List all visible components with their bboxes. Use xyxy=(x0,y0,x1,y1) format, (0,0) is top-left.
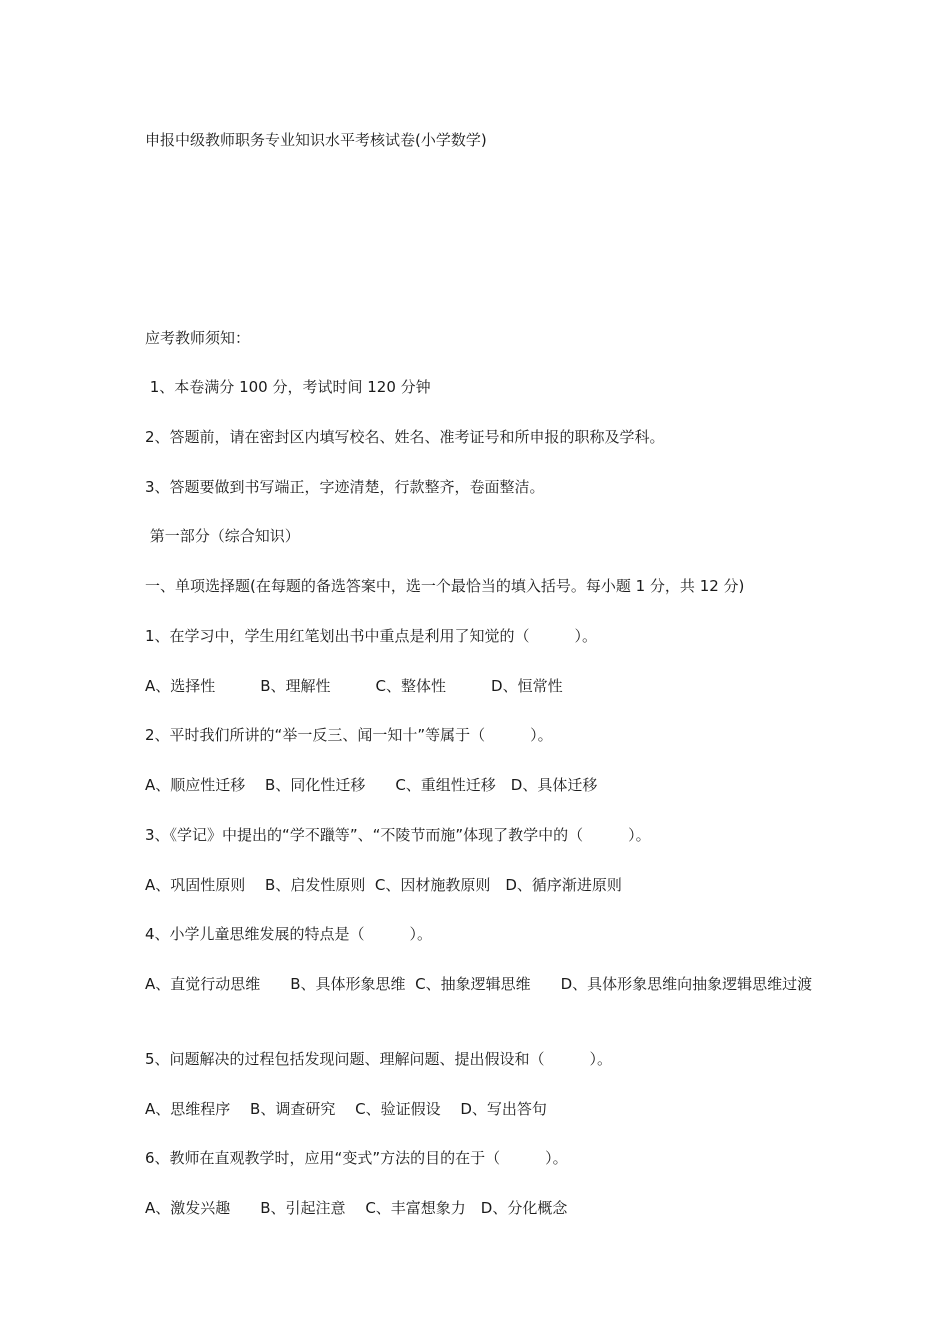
question-stem: 1、在学习中，学生用红笔划出书中重点是利用了知觉的（ ）。 xyxy=(145,627,598,645)
question-stem: 2、平时我们所讲的“举一反三、闻一知十”等属于（ ）。 xyxy=(145,726,553,744)
question-options: A、巩固性原则 B、启发性原则 C、因材施教原则 D、循序渐进原则 xyxy=(145,876,622,894)
notice-item: 2、答题前，请在密封区内填写校名、姓名、准考证号和所申报的职称及学科。 xyxy=(145,428,665,446)
question-options: A、激发兴趣 B、引起注意 C、丰富想象力 D、分化概念 xyxy=(145,1199,568,1217)
question-stem: 6、教师在直观教学时，应用“变式”方法的目的在于（ ）。 xyxy=(145,1149,568,1167)
notice-item: 3、答题要做到书写端正，字迹清楚，行款整齐，卷面整洁。 xyxy=(145,478,545,496)
section-heading: 一、单项选择题(在每题的备选答案中，选一个最恰当的填入括号。每小题 1 分，共 12 分) xyxy=(145,577,745,595)
question-stem: 4、小学儿童思维发展的特点是（ ）。 xyxy=(145,925,433,943)
document-title: 申报中级教师职务专业知识水平考核试卷(小学数学) xyxy=(145,131,487,149)
notice-heading: 应考教师须知： xyxy=(145,329,251,347)
part-heading: 第一部分（综合知识） xyxy=(145,527,300,545)
question-options: A、直觉行动思维 B、具体形象思维 C、抽象逻辑思维 D、具体形象思维向抽象逻辑思维过渡 xyxy=(145,975,813,993)
question-options: A、选择性 B、理解性 C、整体性 D、恒常性 xyxy=(145,677,563,695)
notice-item: 1、本卷满分 100 分，考试时间 120 分钟 xyxy=(145,378,431,396)
question-stem: 3、《学记》中提出的“学不躐等”、“不陵节而施”体现了教学中的（ ）。 xyxy=(145,826,651,844)
question-stem: 5、问题解决的过程包括发现问题、理解问题、提出假设和（ ）。 xyxy=(145,1050,613,1068)
question-options: A、顺应性迁移 B、同化性迁移 C、重组性迁移 D、具体迁移 xyxy=(145,776,598,794)
question-options: A、思维程序 B、调查研究 C、验证假设 D、写出答句 xyxy=(145,1100,547,1118)
